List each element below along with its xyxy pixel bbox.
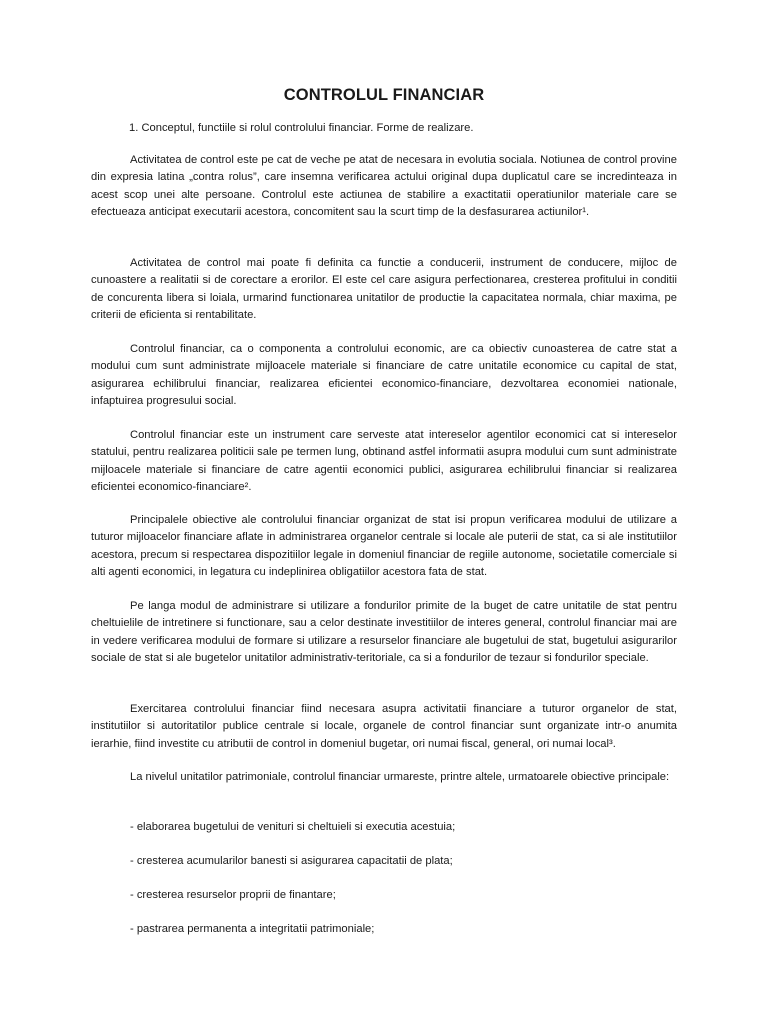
paragraph-6: Pe langa modul de administrare si utilizare a fondurilor primite de la buget de catre unitatile de stat pentru cheltuielile de intretinere si functionare, sau a celor destinate investitiilor de interes general, controlul financiar mai are in vedere verificarea modului de formare si utilizare a resurselor financiare ale bugetului de stat, bugetului asigurarilor sociale de stat si ale bugetelor unitatilor administrativ-teritoriale, ca si a fondurilor de tezaur si fondurilor speciale. xyxy=(91,600,677,665)
list-item: - pastrarea permanenta a integritatii patrimoniale; xyxy=(130,923,375,935)
list-item: - cresterea resurselor proprii de finantare; xyxy=(130,889,336,901)
paragraph-5: Principalele obiective ale controlului financiar organizat de stat isi propun verificarea modului de utilizare a tuturor mijloacelor financiare aflate in administrarea organelor centrale si locale ale puterii de stat, ca si ale institutiilor acestora, precum si respectarea dispozitiilor legale in domeniul financiar de regiile autonome, societatile comerciale si alti agenti economici, in legatura cu indeplinirea obligatiilor acestora fata de stat. xyxy=(91,514,677,579)
section-heading: 1. Conceptul, functiile si rolul controlului financiar. Forme de realizare. xyxy=(129,122,474,134)
document-title: CONTROLUL FINANCIAR xyxy=(283,86,485,104)
paragraph-2: Activitatea de control mai poate fi definita ca functie a conducerii, instrument de conducere, mijloc de cunoastere a realitatii si de corectare a erorilor. El este cel care asigura perfectionarea, cresterea profitului in conditii de concurenta libera si loiala, urmarind functionarea unitatilor de productie la capacitatea normala, chiar maxima, pe criterii de eficienta si rentabilitate. xyxy=(91,257,677,322)
paragraph-3: Controlul financiar, ca o componenta a controlului economic, are ca obiectiv cunoasterea de catre stat a modului cum sunt administrate mijloacele materiale si financiare de catre unitatile economice cu capital de stat, asigurarea echilibrului financiar, realizarea eficientei economico-financiare, dezvoltarea economiei nationale, infaptuirea progresului social. xyxy=(91,343,677,408)
paragraph-4: Controlul financiar este un instrument care serveste atat intereselor agentilor economici cat si intereselor statului, pentru realizarea politicii sale pe termen lung, obtinand astfel informatii asupra modului cum sunt administrate mijloacele materiale si financiare de catre agentii economici publici, asigurarea echilibrului financiar si realizarea eficientei economico-financiare². xyxy=(91,429,677,494)
paragraph-7: Exercitarea controlului financiar fiind necesara asupra activitatii financiare a tuturor organelor de stat, institutiilor si autoritatilor publice centrale si locale, organele de control financiar sunt organizate intr-o anumita ierarhie, fiind investite cu atributii de control in domeniul bugetar, ori numai fiscal, general, ori numai local³. xyxy=(91,703,677,750)
list-item: - elaborarea bugetului de venituri si cheltuieli si executia acestuia; xyxy=(130,821,456,833)
list-item: - cresterea acumularilor banesti si asigurarea capacitatii de plata; xyxy=(130,855,453,867)
paragraph-8: La nivelul unitatilor patrimoniale, controlul financiar urmareste, printre altele, urmatoarele obiective principale: xyxy=(130,771,670,783)
paragraph-1: Activitatea de control este pe cat de veche pe atat de necesara in evolutia sociala. Notiunea de control provine din expresia latina „contra rolus”, care insemna verificarea actului original dupa duplicatul care se incredinteaza in acest scop unei alte persoane. Controlul este actiunea de stabilire a exactitatii operatiunilor materiale care se efectueaza anticipat executarii acestora, concomitent sau la scurt timp de la desfasurarea actiunilor¹. xyxy=(91,154,677,219)
